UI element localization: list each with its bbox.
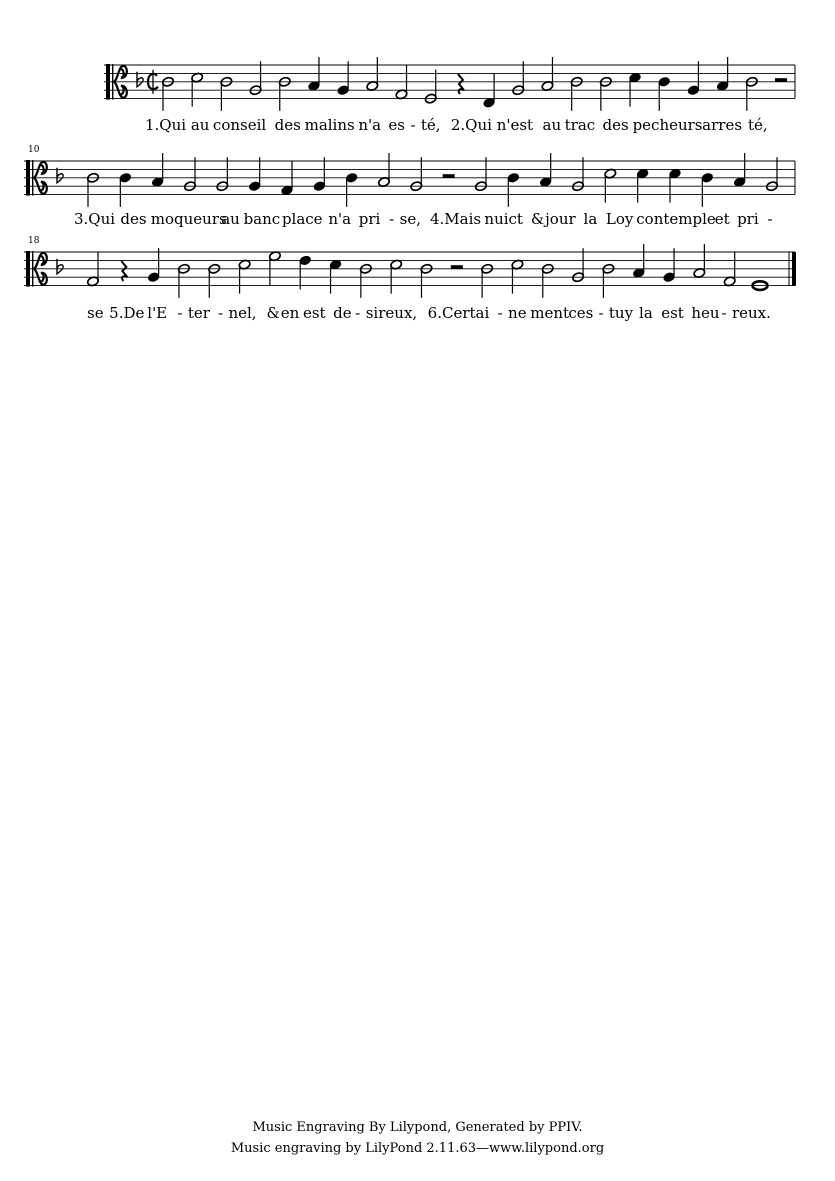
lyric-syllable: l'E: [147, 304, 168, 322]
lyric-syllable: reux.: [731, 304, 771, 322]
quarter-rest: [458, 74, 464, 94]
lyric-syllable: des: [120, 210, 147, 228]
note: [87, 252, 100, 287]
half-rest: [443, 174, 455, 178]
note: [147, 248, 160, 283]
lyric-syllable: au: [221, 210, 240, 228]
lyric-syllable: 1.Qui: [145, 116, 187, 134]
lyric-syllable: au: [542, 116, 562, 134]
lyric-syllable: 3.Qui: [74, 210, 116, 228]
note: [308, 57, 321, 92]
lyric-hyphen: -: [410, 116, 416, 134]
lyric-syllable: heu: [691, 304, 720, 322]
note: [604, 168, 617, 203]
lyric-syllable: malins: [304, 116, 355, 134]
lyric-syllable: et: [714, 210, 730, 228]
final-barline-thick: [792, 252, 796, 286]
note: [299, 255, 312, 290]
lyric-syllable: n'a: [358, 116, 382, 134]
clef-thin-bar: [32, 160, 33, 196]
lyric-syllable: pecheurs: [632, 116, 703, 134]
measure-number: 10: [28, 145, 40, 155]
lyric-syllable: en: [280, 304, 300, 322]
note: [539, 153, 552, 188]
note: [281, 161, 294, 196]
lyric-syllable: conseil: [212, 116, 267, 134]
lyric-syllable: 6.Certai: [427, 304, 490, 322]
flat-sign: [137, 72, 143, 87]
quarter-rest: [121, 261, 127, 281]
lyric-hyphen: -: [721, 304, 727, 322]
lyric-syllable: banc: [243, 210, 281, 228]
note: [669, 168, 682, 203]
note: [151, 153, 164, 188]
note: [507, 172, 520, 207]
lyric-hyphen: -: [598, 304, 604, 322]
lyric-syllable: nuict: [484, 210, 523, 228]
lyric-syllable: n'est: [496, 116, 534, 134]
lyric-syllable: place: [281, 210, 323, 228]
measure-number: 18: [28, 236, 40, 246]
lyric-syllable: des: [274, 116, 301, 134]
lyric-syllable: jour: [545, 210, 576, 228]
lyric-hyphen: -: [177, 304, 183, 322]
clef-thick-bar: [106, 64, 110, 100]
note: [366, 57, 379, 92]
note: [345, 172, 358, 207]
lyric-syllable: au: [190, 116, 210, 134]
lyric-hyphen: -: [767, 210, 773, 228]
lyric-syllable: est: [661, 304, 684, 322]
note: [395, 65, 408, 100]
note: [337, 61, 350, 96]
note: [313, 157, 326, 192]
lyric-syllable: nel,: [228, 304, 257, 322]
note: [636, 168, 649, 203]
lyric-syllable: pri: [737, 210, 759, 228]
lyrics-line-1: [145, 116, 768, 134]
lyric-hyphen: -: [497, 304, 503, 322]
lyric-syllable: arres: [702, 116, 743, 134]
lyric-syllable: se: [87, 304, 104, 322]
note: [658, 76, 671, 111]
lyric-syllable: ces: [568, 304, 594, 322]
lyric-syllable: moqueurs: [150, 210, 227, 228]
staff-system-1: [104, 57, 795, 134]
lyric-syllable: &: [530, 210, 545, 228]
lyric-syllable: est: [302, 304, 326, 322]
lyric-syllable: trac: [564, 116, 596, 134]
lyric-syllable: &: [266, 304, 280, 322]
note: [119, 172, 132, 207]
clef-thick-bar: [26, 160, 30, 196]
half-rest: [775, 78, 787, 82]
footer-lilypond-credit: Music engraving by LilyPond 2.11.63—www.lilypond.org: [230, 1141, 605, 1156]
lyric-syllable: es: [388, 116, 405, 134]
lyric-syllable: ne: [508, 304, 527, 322]
flat-sign: [57, 168, 63, 183]
lyric-syllable: Loy: [605, 210, 634, 228]
lyric-syllable: sireux,: [365, 304, 418, 322]
lyric-syllable: n'a: [328, 210, 352, 228]
note: [716, 57, 729, 92]
lyric-syllable: 4.Mais: [430, 210, 482, 228]
note: [632, 244, 645, 279]
lyric-syllable: pri: [358, 210, 381, 228]
lyric-syllable: 2.Qui: [450, 116, 492, 134]
note: [723, 252, 736, 287]
note: [511, 259, 524, 294]
lyric-syllable: ter: [187, 304, 210, 322]
note: [483, 74, 496, 109]
lyrics-line-3: [87, 304, 771, 322]
note: [238, 259, 251, 294]
lyric-syllable: té,: [420, 116, 441, 134]
note: [248, 157, 261, 192]
lyric-syllable: contemple: [636, 210, 716, 228]
lyric-syllable: 5.De: [109, 304, 145, 322]
clef-thick-bar: [26, 251, 30, 287]
note: [378, 153, 391, 188]
lyric-hyphen: -: [355, 304, 361, 322]
lyric-hyphen: -: [389, 210, 395, 228]
lyric-syllable: ment: [530, 304, 570, 322]
lyric-syllable: tuy: [608, 304, 634, 322]
half-rest: [451, 265, 463, 269]
note: [541, 57, 554, 92]
footer-engraving-credit: Music Engraving By Lilypond, Generated by PPIV.: [252, 1120, 583, 1135]
lyrics-line-2: [74, 210, 773, 228]
lyric-syllable: se,: [399, 210, 421, 228]
lyric-syllable: té,: [747, 116, 768, 134]
note: [629, 72, 642, 107]
note: [701, 172, 714, 207]
lyric-syllable: la: [639, 304, 653, 322]
lyric-syllable: la: [583, 210, 598, 228]
lyric-syllable: de: [333, 304, 352, 322]
lyric-hyphen: -: [218, 304, 224, 322]
note: [733, 153, 746, 188]
flat-sign: [57, 259, 63, 274]
note: [191, 72, 204, 107]
note: [663, 248, 676, 283]
staff-system-2: [24, 145, 795, 228]
lyric-syllable: des: [602, 116, 629, 134]
note: [693, 244, 706, 279]
clef-thin-bar: [32, 251, 33, 287]
note: [269, 251, 282, 286]
note: [329, 259, 342, 294]
clef-thin-bar: [112, 64, 113, 100]
staff-system-3: [24, 236, 796, 322]
note: [687, 61, 700, 96]
note: [390, 259, 403, 294]
